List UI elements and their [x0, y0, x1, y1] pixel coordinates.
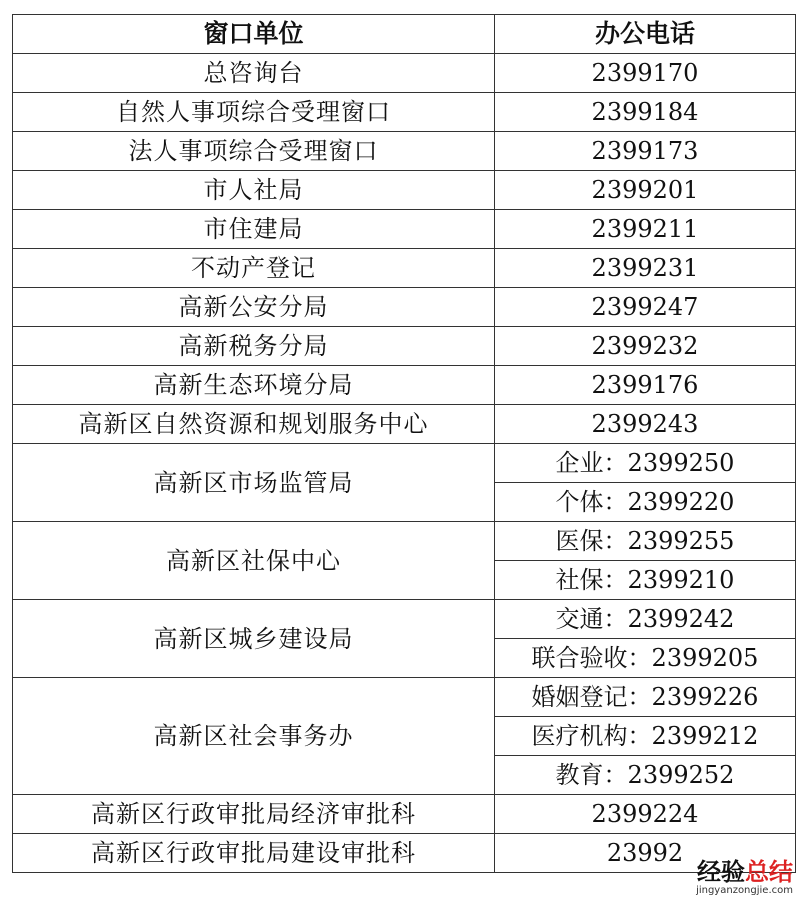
unit-cell: 高新区社会事务办 — [13, 678, 495, 795]
table-row — [13, 366, 796, 405]
table-row — [13, 249, 796, 288]
table-row — [13, 522, 796, 561]
unit-cell: 自然人事项综合受理窗口 — [13, 93, 495, 132]
unit-cell: 不动产登记 — [13, 249, 495, 288]
phone-cell: 企业：2399250 — [495, 444, 796, 483]
phone-cell: 个体：2399220 — [495, 483, 796, 522]
phone-cell: 2399201 — [495, 171, 796, 210]
unit-cell: 市住建局 — [13, 210, 495, 249]
table-row — [13, 834, 796, 873]
phone-cell: 2399224 — [495, 795, 796, 834]
phone-cell: 2399247 — [495, 288, 796, 327]
unit-cell: 高新区行政审批局经济审批科 — [13, 795, 495, 834]
table-header-row — [13, 15, 796, 54]
phone-cell: 2399231 — [495, 249, 796, 288]
unit-cell: 法人事项综合受理窗口 — [13, 132, 495, 171]
phone-cell: 联合验收：2399205 — [495, 639, 796, 678]
table-row — [13, 210, 796, 249]
table-row — [13, 132, 796, 171]
table-row — [13, 327, 796, 366]
phone-cell: 2399184 — [495, 93, 796, 132]
phone-cell: 2399232 — [495, 327, 796, 366]
table-row — [13, 288, 796, 327]
header-phone: 办公电话 — [495, 15, 796, 54]
unit-cell: 高新区行政审批局建设审批科 — [13, 834, 495, 873]
table-row — [13, 54, 796, 93]
table-row — [13, 600, 796, 639]
table-row — [13, 405, 796, 444]
phone-cell: 2399243 — [495, 405, 796, 444]
table-row — [13, 795, 796, 834]
phone-directory-table — [12, 14, 796, 873]
table-row — [13, 678, 796, 717]
phone-cell: 婚姻登记：2399226 — [495, 678, 796, 717]
phone-cell: 2399211 — [495, 210, 796, 249]
table-row — [13, 93, 796, 132]
unit-cell: 高新生态环境分局 — [13, 366, 495, 405]
unit-cell: 市人社局 — [13, 171, 495, 210]
unit-cell: 高新公安分局 — [13, 288, 495, 327]
phone-cell: 教育：2399252 — [495, 756, 796, 795]
watermark-text-b: 总结 — [745, 858, 793, 886]
phone-cell: 2399176 — [495, 366, 796, 405]
unit-cell: 总咨询台 — [13, 54, 495, 93]
table-row — [13, 171, 796, 210]
phone-cell: 2399173 — [495, 132, 796, 171]
phone-cell: 交通：2399242 — [495, 600, 796, 639]
table-row — [13, 444, 796, 483]
unit-cell: 高新区社保中心 — [13, 522, 495, 600]
unit-cell: 高新税务分局 — [13, 327, 495, 366]
watermark-url: jingyanzongjie.com — [696, 885, 793, 896]
phone-cell: 23992 — [495, 834, 796, 873]
phone-cell: 社保：2399210 — [495, 561, 796, 600]
unit-cell: 高新区自然资源和规划服务中心 — [13, 405, 495, 444]
unit-cell: 高新区市场监管局 — [13, 444, 495, 522]
phone-cell: 医保：2399255 — [495, 522, 796, 561]
unit-cell: 高新区城乡建设局 — [13, 600, 495, 678]
watermark-text-a: 经验 — [697, 858, 745, 886]
phone-cell: 医疗机构：2399212 — [495, 717, 796, 756]
header-unit: 窗口单位 — [13, 15, 495, 54]
phone-cell: 2399170 — [495, 54, 796, 93]
watermark — [696, 860, 793, 896]
